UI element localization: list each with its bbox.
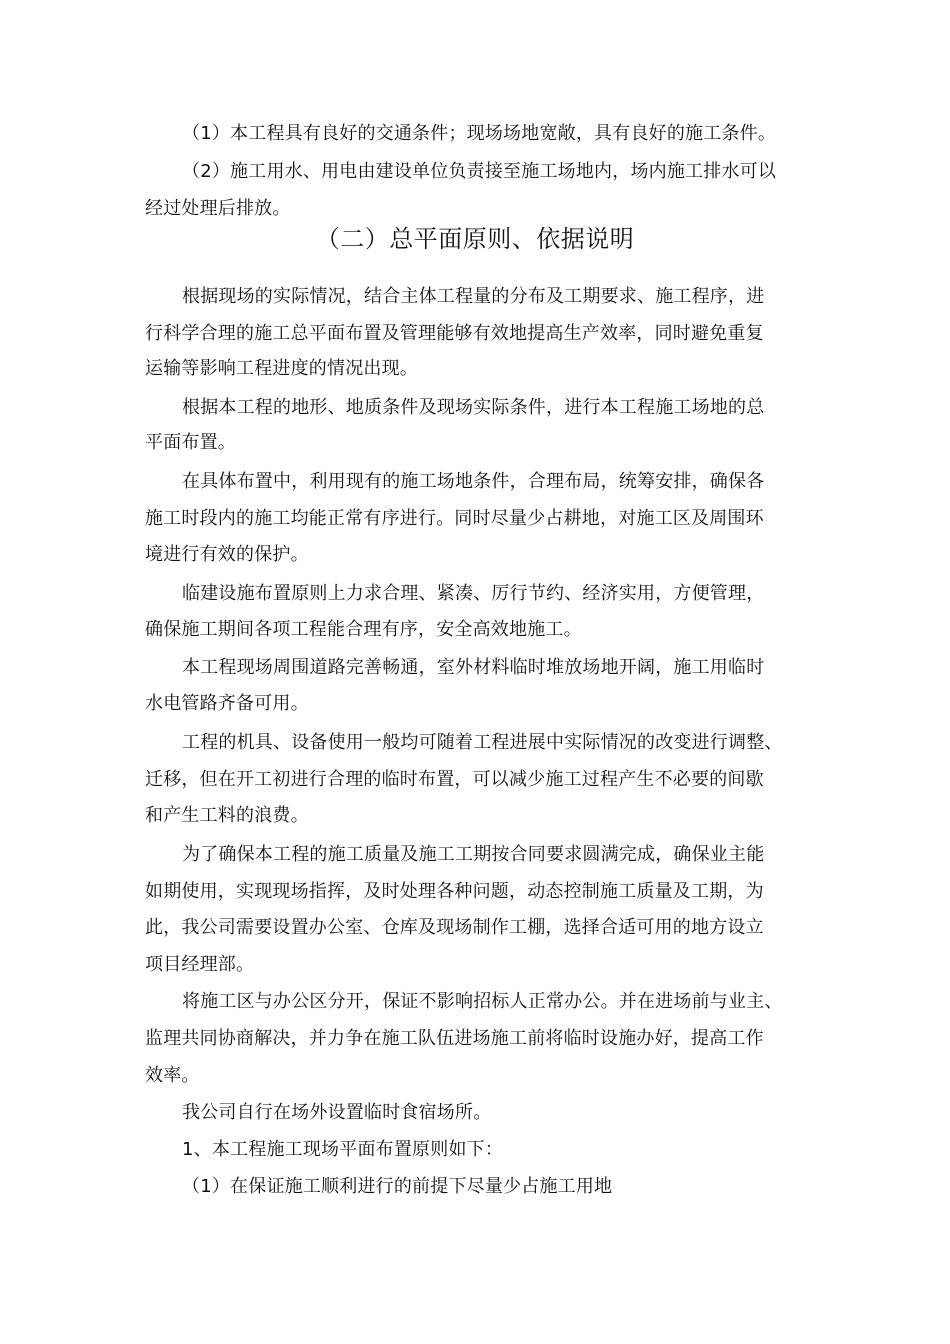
paragraph-line: 将施工区与办公区分开，保证不影响招标人正常办公。并在进场前与业主、	[182, 991, 783, 1012]
paragraph-line: 根据现场的实际情况，结合主体工程量的分布及工期要求、施工程序，进	[182, 286, 765, 307]
paragraph-line: 项目经理部。	[145, 954, 255, 975]
paragraph-line: 根据本工程的地形、地质条件及现场实际条件，进行本工程施工场地的总	[182, 397, 765, 418]
paragraph-line: 在具体布置中，利用现有的施工场地条件，合理布局，统筹安排，确保各	[182, 471, 765, 492]
list-item: （1）本工程具有良好的交通条件；现场场地宽敞，具有良好的施工条件。	[182, 123, 777, 144]
paragraph-line: 1、本工程施工现场平面布置原则如下：	[182, 1139, 504, 1160]
paragraph-line: 和产生工料的浪费。	[145, 805, 309, 826]
paragraph-line: 水电管路齐备可用。	[145, 693, 309, 714]
paragraph-line: 如期使用，实现现场指挥，及时处理各种问题，动态控制施工质量及工期，为	[145, 881, 764, 902]
paragraph-line: 我公司自行在场外设置临时食宿场所。	[182, 1102, 492, 1123]
paragraph-line: 确保施工期间各项工程能合理有序，安全高效地施工。	[145, 619, 582, 640]
paragraph-line: 境进行有效的保护。	[145, 544, 309, 565]
list-item: （2）施工用水、用电由建设单位负责接至施工场地内，场内施工排水可以	[182, 161, 777, 182]
paragraph-line: 本工程现场周围道路完善畅通，室外材料临时堆放场地开阔，施工用临时	[182, 657, 765, 678]
section-heading: （二）总平面原则、依据说明	[315, 225, 635, 253]
paragraph-line: 平面布置。	[145, 432, 236, 453]
paragraph-line: 此，我公司需要设置办公室、仓库及现场制作工棚，选择合适可用的地方设立	[145, 917, 764, 938]
list-item: （1）在保证施工顺利进行的前提下尽量少占施工用地	[182, 1176, 613, 1197]
paragraph-line: 效率。	[145, 1065, 200, 1086]
paragraph-line: 工程的机具、设备使用一般均可随着工程进展中实际情况的改变进行调整、	[182, 732, 783, 753]
paragraph-line: 为了确保本工程的施工质量及施工工期按合同要求圆满完成，确保业主能	[182, 844, 765, 865]
paragraph-line: 经过处理后排放。	[145, 198, 291, 219]
paragraph-line: 运输等影响工程进度的情况出现。	[145, 358, 418, 379]
paragraph-line: 行科学合理的施工总平面布置及管理能够有效地提高生产效率，同时避免重复	[145, 323, 764, 344]
paragraph-line: 监理共同协商解决，并力争在施工队伍进场施工前将临时设施办好，提高工作	[145, 1028, 764, 1049]
paragraph-line: 施工时段内的施工均能正常有序进行。同时尽量少占耕地，对施工区及周围环	[145, 508, 764, 529]
paragraph-line: 临建设施布置原则上力求合理、紧凑、厉行节约、经济实用，方便管理，	[182, 583, 765, 604]
paragraph-line: 迁移，但在开工初进行合理的临时布置，可以减少施工过程产生不必要的间歇	[145, 769, 764, 790]
